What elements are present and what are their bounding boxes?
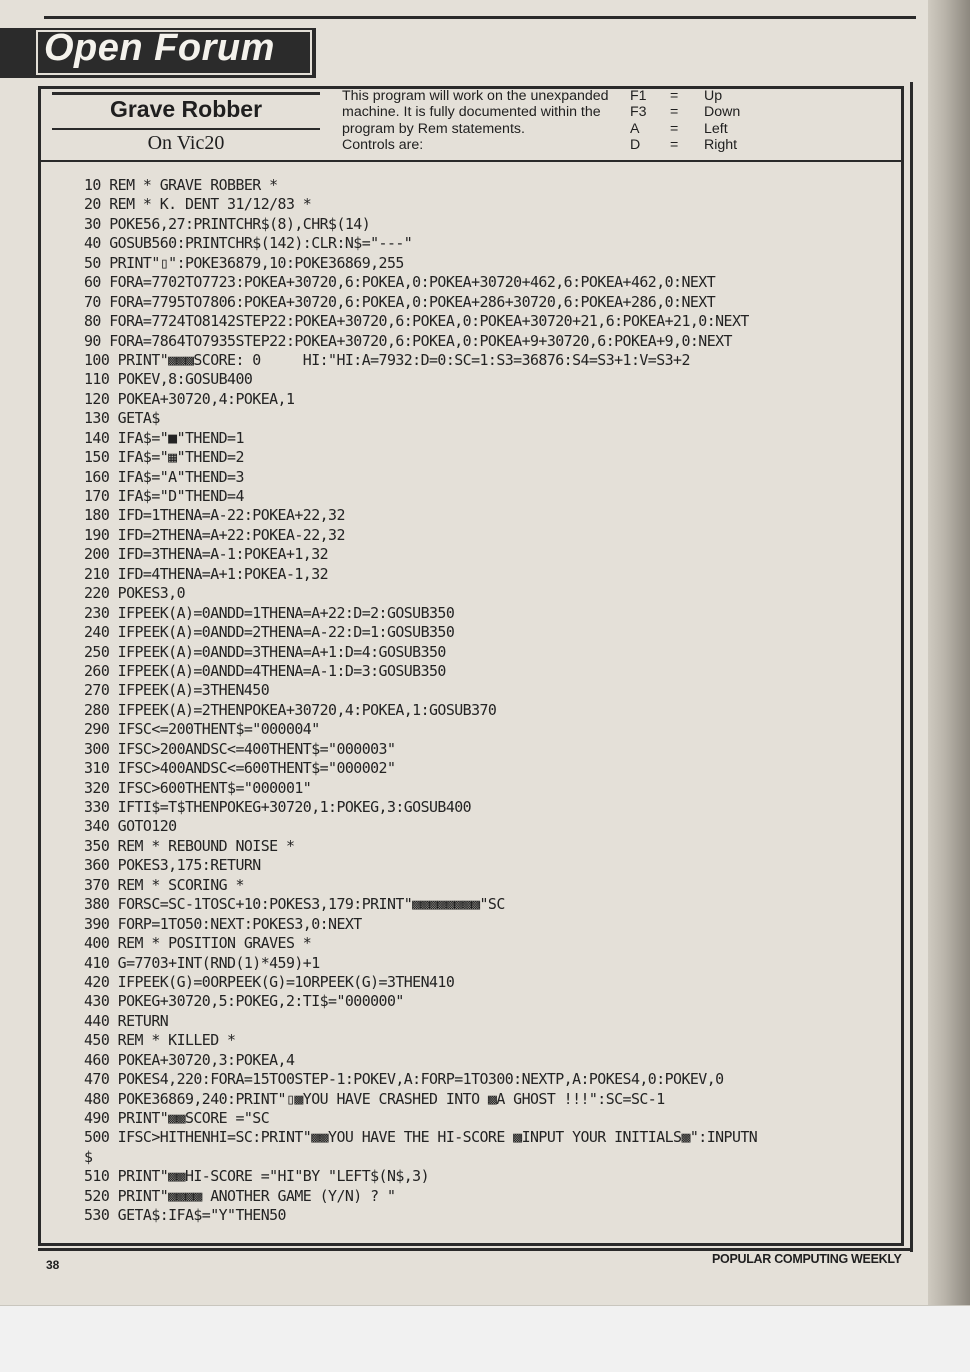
- code-line: 310 IFSC>400ANDSC<=600THENT$="000002": [84, 759, 396, 778]
- control-equals: =: [670, 104, 679, 121]
- control-action: Left: [704, 120, 728, 137]
- control-equals: =: [670, 120, 679, 137]
- code-line: 330 IFTI$=T$THENPOKEG+30720,1:POKEG,3:GOSUB400: [84, 798, 472, 816]
- section-title: Open Forum: [44, 27, 275, 69]
- code-line: 20 REM * K. DENT 31/12/83 *: [84, 195, 312, 214]
- code-line: 180 IFD=1THENA=A-22:POKEA+22,32: [84, 506, 345, 525]
- code-line: 380 FORSC=SC-1TOSC+10:POKES3,179:PRINT"▩▩▩▩▩▩▩▩"SC: [84, 895, 505, 914]
- code-line: 390 FORP=1TO50:NEXT:POKES3,0:NEXT: [84, 914, 362, 933]
- program-listing: [84, 176, 894, 1226]
- code-line: 530 GETA$:IFA$="Y"THEN50: [84, 1206, 286, 1225]
- code-line: 450 REM * KILLED *: [84, 1031, 236, 1050]
- code-line: 50 PRINT"▯":POKE36879,10:POKE36869,255: [84, 253, 404, 272]
- code-line: 70 FORA=7795TO7806:POKEA+30720,6:POKEA,0:POKEA+286+30720,6:POKEA+286,0:NEXT: [84, 292, 716, 311]
- code-line: 520 PRINT"▩▩▩▩ ANOTHER GAME (Y/N) ? ": [84, 1186, 396, 1205]
- code-line: 430 POKEG+30720,5:POKEG,2:TI$="000000": [84, 992, 404, 1011]
- code-line: 370 REM * SCORING *: [84, 875, 244, 894]
- code-line: 400 REM * POSITION GRAVES *: [84, 934, 312, 953]
- title-rule-bottom: [52, 128, 320, 130]
- code-line: 300 IFSC>200ANDSC<=400THENT$="000003": [84, 739, 396, 758]
- code-line: 230 IFPEEK(A)=0ANDD=1THENA=A+22:D=2:GOSUB350: [84, 603, 455, 622]
- code-line: 210 IFD=4THENA=A+1:POKEA-1,32: [84, 564, 329, 583]
- control-action: Up: [704, 88, 723, 104]
- control-row: [630, 121, 740, 137]
- code-line: 60 FORA=7702TO7723:POKEA+30720,6:POKEA,0:POKEA+30720+462,6:POKEA+462,0:NEXT: [84, 273, 716, 292]
- code-line: 160 IFA$="A"THEND=3: [84, 467, 244, 486]
- code-line: 260 IFPEEK(A)=0ANDD=4THENA=A-1:D=3:GOSUB350: [84, 661, 446, 680]
- code-line: 510 PRINT"▩▩HI-SCORE ="HI"BY "LEFT$(N$,3): [84, 1167, 430, 1186]
- code-line: 170 IFA$="D"THEND=4: [84, 487, 244, 505]
- control-action: Down: [704, 104, 741, 121]
- title-rule-top: [52, 92, 320, 95]
- code-line: 470 POKES4,220:FORA=15TO0STEP-1:POKEV,A:FORP=1TO300:NEXTP,A:POKES4,0:POKEV,0: [84, 1070, 724, 1089]
- code-line: 420 IFPEEK(G)=0ORPEEK(G)=1ORPEEK(G)=3THEN410: [84, 972, 455, 991]
- control-action: Right: [704, 136, 738, 153]
- code-line: 440 RETURN: [84, 1011, 169, 1030]
- code-line: 200 IFD=3THENA=A-1:POKEA+1,32: [84, 545, 329, 564]
- intro-line: This program will work on the unexpanded: [342, 88, 609, 104]
- magazine-name: POPULAR COMPUTING WEEKLY: [712, 1252, 902, 1266]
- control-equals: =: [670, 88, 679, 104]
- article-intro: [342, 88, 624, 153]
- code-line: 150 IFA$="▦"THEND=2: [84, 448, 244, 467]
- code-line: $: [84, 1147, 93, 1166]
- intro-line: program by Rem statements.: [342, 120, 525, 137]
- code-line: 140 IFA$="■"THEND=1: [84, 428, 244, 447]
- code-line: 10 REM * GRAVE ROBBER *: [84, 176, 278, 194]
- article-subtitle: On Vic20: [147, 132, 225, 154]
- code-line: 350 REM * REBOUND NOISE *: [84, 836, 295, 855]
- code-line: 190 IFD=2THENA=A+22:POKEA-22,32: [84, 525, 345, 544]
- header-separator: [38, 160, 904, 162]
- code-line: 90 FORA=7864TO7935STEP22:POKEA+30720,6:POKEA,0:POKEA+9+30720,6:POKEA+9,0:NEXT: [84, 331, 732, 350]
- code-line: 220 POKES3,0: [84, 584, 185, 603]
- code-line: 80 FORA=7724TO8142STEP22:POKEA+30720,6:POKEA,0:POKEA+30720+21,6:POKEA+21,0:NEXT: [84, 312, 749, 331]
- code-line: 340 GOTO120: [84, 817, 177, 836]
- code-line: 270 IFPEEK(A)=3THEN450: [84, 681, 270, 700]
- code-line: 490 PRINT"▩▩SCORE ="SC: [84, 1109, 270, 1127]
- control-row: [630, 137, 740, 153]
- top-rule: [44, 16, 916, 19]
- article-title: Grave Robber: [109, 96, 263, 122]
- intro-line: machine. It is fully documented within the: [342, 104, 601, 121]
- frame-shadow-right: [910, 82, 913, 1252]
- controls-table: [630, 88, 740, 153]
- control-row: [630, 104, 740, 120]
- code-line: 110 POKEV,8:GOSUB400: [84, 370, 253, 389]
- code-line: 40 GOSUB560:PRINTCHR$(142):CLR:N$="---": [84, 234, 413, 253]
- code-line: 130 GETA$: [84, 409, 160, 428]
- code-line: 290 IFSC<=200THENT$="000004": [84, 720, 320, 739]
- code-line: 100 PRINT"▩▩▩SCORE: 0 HI:"HI:A=7932:D=0:SC=1:S3=36876:S4=S3+1:V=S3+2: [84, 350, 690, 369]
- code-line: 410 G=7703+INT(RND(1)*459)+1: [84, 953, 320, 972]
- next-page-edge: [928, 0, 970, 1305]
- code-line: 500 IFSC>HITHENHI=SC:PRINT"▩▩YOU HAVE THE HI-SCORE ▩INPUT YOUR INITIALS▩":INPUTN: [84, 1128, 758, 1147]
- control-equals: =: [670, 136, 679, 153]
- code-line: 480 POKE36869,240:PRINT"▯▩YOU HAVE CRASHED INTO ▩A GHOST !!!":SC=SC-1: [84, 1089, 665, 1108]
- code-line: 460 POKEA+30720,3:POKEA,4: [84, 1050, 295, 1069]
- intro-line: Controls are:: [342, 136, 424, 153]
- page-number: 38: [46, 1258, 60, 1272]
- code-line: 360 POKES3,175:RETURN: [84, 856, 261, 875]
- code-line: 240 IFPEEK(A)=0ANDD=2THENA=A-22:D=1:GOSUB350: [84, 623, 455, 642]
- control-key: F1: [630, 88, 647, 104]
- code-line: 320 IFSC>600THENT$="000001": [84, 778, 312, 797]
- control-row: [630, 88, 740, 104]
- frame-shadow-bottom: [38, 1248, 913, 1251]
- control-key: F3: [630, 104, 647, 121]
- control-key: D: [630, 136, 641, 153]
- code-line: 120 POKEA+30720,4:POKEA,1: [84, 389, 295, 408]
- code-line: 30 POKE56,27:PRINTCHR$(8),CHR$(14): [84, 214, 371, 233]
- code-line: 250 IFPEEK(A)=0ANDD=3THENA=A+1:D=4:GOSUB350: [84, 642, 446, 661]
- code-line: 280 IFPEEK(A)=2THENPOKEA+30720,4:POKEA,1:GOSUB370: [84, 700, 497, 719]
- scan-background: [0, 1305, 970, 1372]
- control-key: A: [630, 120, 640, 137]
